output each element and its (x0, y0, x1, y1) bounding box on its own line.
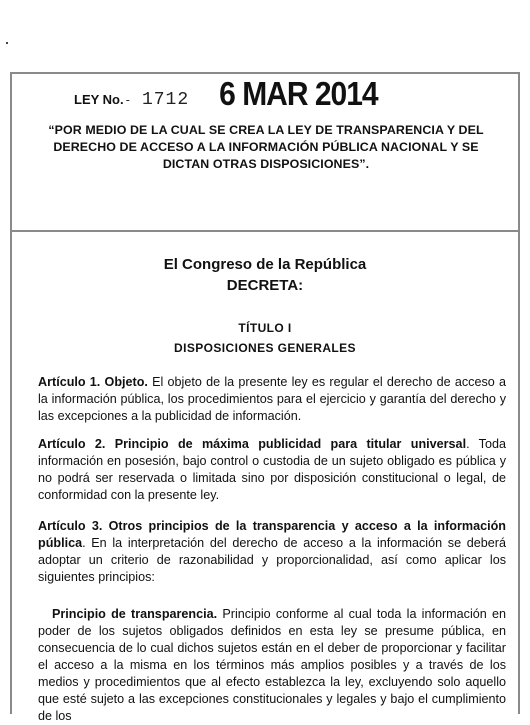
title-heading: TÍTULO I (238, 321, 292, 335)
ley-number: 1712 (141, 90, 190, 110)
article-1 (38, 374, 506, 425)
law-title: “POR MEDIO DE LA CUAL SE CREA LA LEY DE TRANSPARENCIA Y DEL DERECHO DE ACCESO A LA INFORMACIÓN PÚBLICA NACIONAL Y SE DICTAN OTRAS DISPOSICIONES”. (48, 123, 484, 171)
article-1-text: El objeto de la presente ley es regular el derecho de acceso a la información pública, los procedimientos para el ejercicio y garantía del derecho y las excepciones a la publicidad de información. (38, 375, 506, 423)
margin-mark (6, 42, 8, 44)
header-bottom-rule (10, 230, 520, 232)
ley-date-stamp: 6 MAR 2014 (219, 76, 378, 113)
article-3 (38, 518, 506, 586)
principle-text: Principio conforme al cual toda la información en poder de los sujetos obligados definidos en esta ley se presume pública, en consecuencia de lo cual dichos sujetos están en el deber de proporcionar y facilitar el acceso a la misma en los términos más amplios posibles y a través de los medios y procedimientos que al efecto establezca la ley, excluyendo solo aquello que esté sujeto a las excepciones constitucionales y legales y bajo el cumplimiento de los (38, 607, 507, 723)
article-3-text: . En la interpretación del derecho de acceso a la información se deberá adoptar un criterio de razonabilidad y proporcionalidad, así como aplicar los siguientes principios: (38, 536, 506, 584)
title-section (0, 318, 530, 358)
article-2-heading: Artículo 2. Principio de máxima publicidad para titular universal (38, 437, 467, 451)
ley-header (74, 78, 378, 112)
principle-transparency (38, 606, 506, 725)
ley-label: LEY No. (74, 92, 124, 107)
article-2 (38, 436, 506, 504)
principle-heading: Principio de transparencia. (52, 607, 218, 621)
title-subheading: DISPOSICIONES GENERALES (174, 341, 356, 355)
article-2-text: . Toda información en posesión, bajo control o custodia de un sujeto obligado es pública y no podrá ser reservada o limitada sino por disposición constitucional o legal, de conformidad con la presente ley. (38, 437, 506, 502)
article-1-heading: Artículo 1. Objeto. (38, 375, 148, 389)
congress-line: El Congreso de la República (163, 256, 367, 273)
preamble (0, 254, 530, 296)
article-3-heading: Artículo 3. Otros principios de la transparencia y acceso a la información pública (38, 519, 506, 550)
ley-dash: - (125, 92, 130, 107)
decrees-line: DECRETA: (226, 277, 304, 294)
